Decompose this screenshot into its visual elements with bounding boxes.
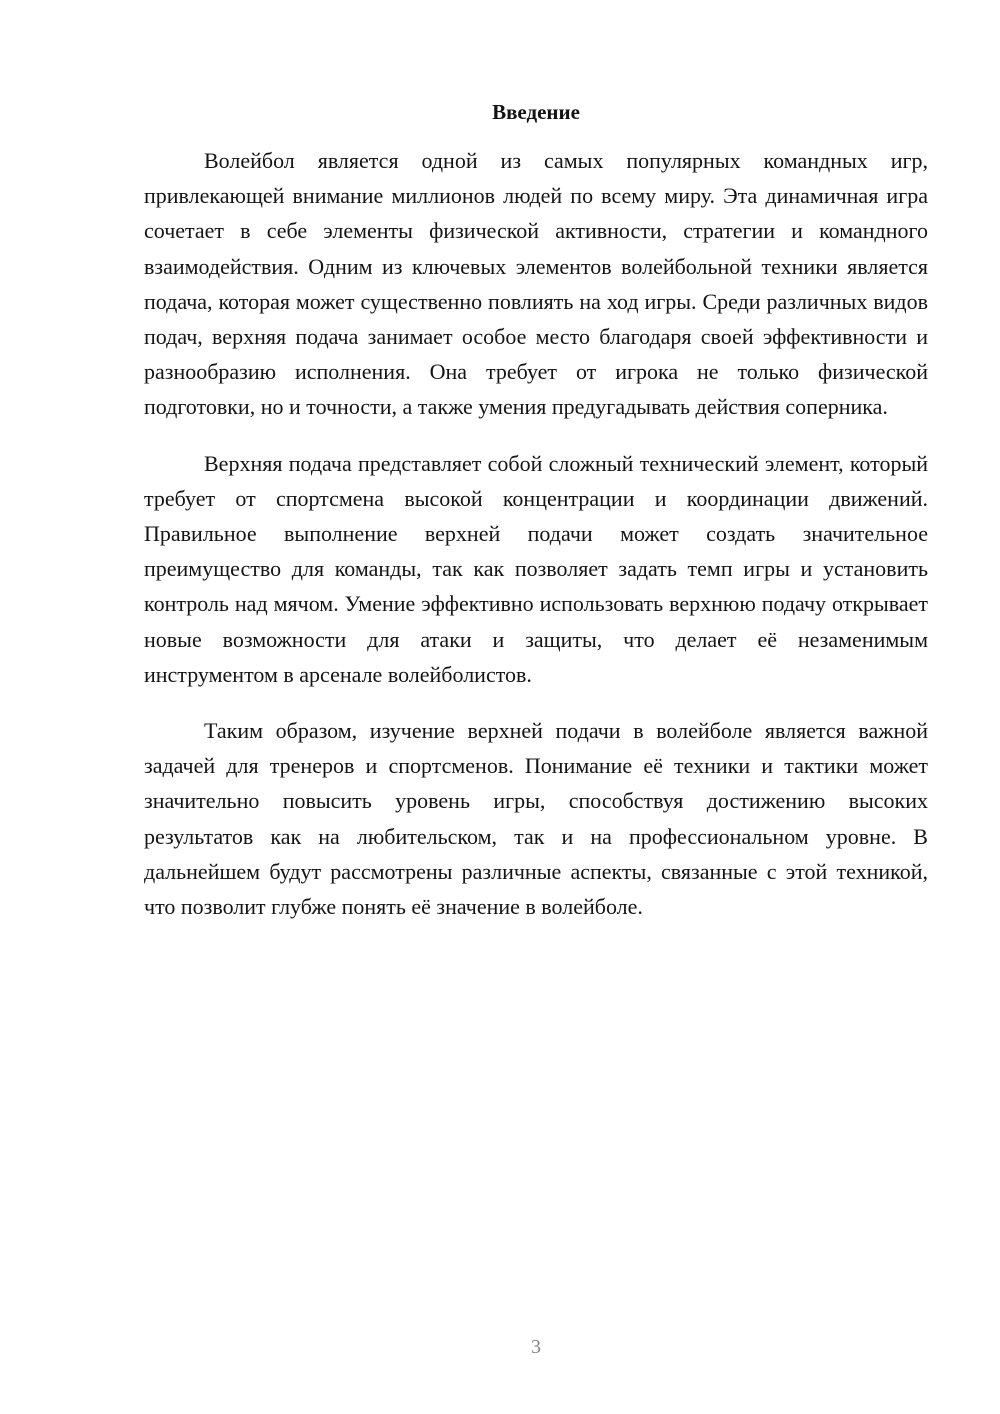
paragraph-3: Таким образом, изучение верхней подачи в волейболе является важной задачей для тренеров и спортсменов. Понимание её техники и тактики может значительно повысить уровень игры, способствуя достижению высоких результатов как на любительском, так и на профессиональном уровне. В дальнейшем будут рассмотрены различные аспекты, связанные с этой техникой, что позволит глубже понять её значение в волейболе. (144, 718, 928, 920)
section-title: Введение (492, 100, 580, 124)
paragraph-2: Верхняя подача представляет собой сложный технический элемент, который требует от спортсмена высокой концентрации и координации движений. Правильное выполнение верхней подачи может создать значительное преимущество для команды, так как позволяет задать темп игры и установить контроль над мячом. Умение эффективно использовать верхнюю подачу открывает новые возможности для атаки и защиты, что делает её незаменимым инструментом в арсенале волейболистов. (144, 450, 928, 687)
page-number: 3 (531, 1336, 541, 1358)
body-text (144, 143, 928, 924)
paragraph-1: Волейбол является одной из самых популярных командных игр, привлекающей внимание миллионов людей по всему миру. Эта динамичная игра сочетает в себе элементы физической активности, стратегии и командного взаимодействия. Одним из ключевых элементов волейбольной техники является подача, которая может существенно повлиять на ход игры. Среди различных видов подач, верхняя подача занимает особое место благодаря своей эффективности и разнообразию исполнения. Она требует от игрока не только физической подготовки, но и точности, а также умения предугадывать действия соперника. (144, 148, 928, 420)
